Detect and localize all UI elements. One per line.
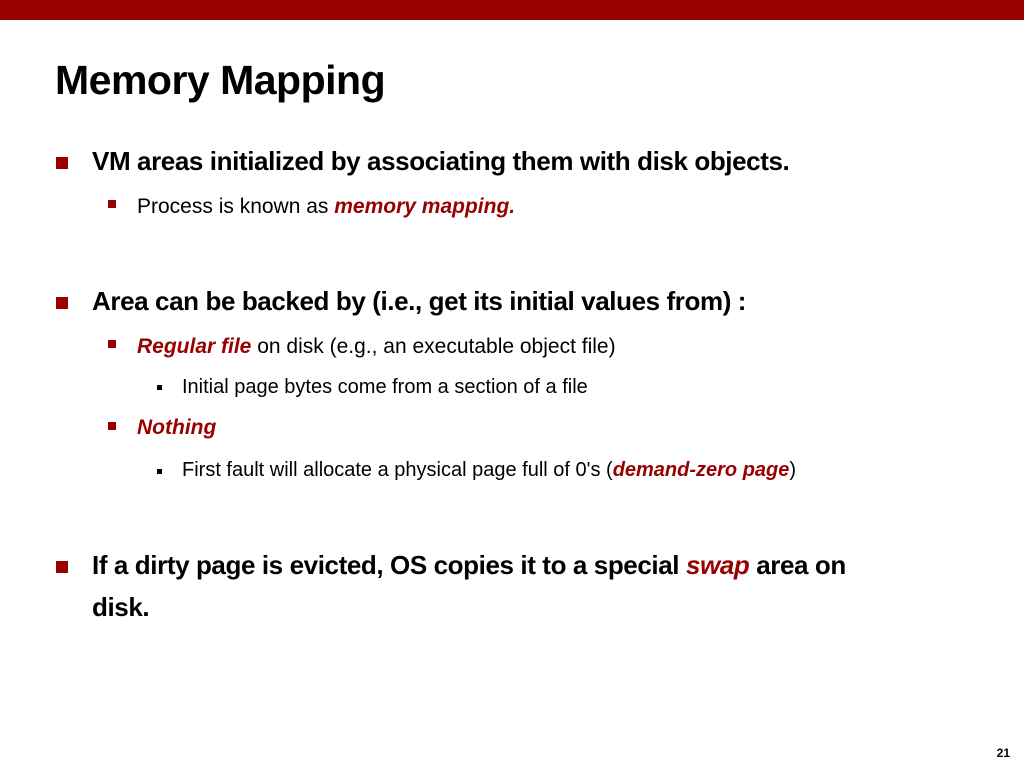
bullet-text: If a dirty page is evicted, OS copies it to a special bbox=[92, 550, 686, 580]
bullet-dirty-page-line2 bbox=[92, 592, 149, 623]
regular-file-emphasis: Regular file bbox=[137, 335, 252, 358]
slide-title: Memory Mapping bbox=[55, 57, 386, 103]
subsub-bullet-close-paren: ) bbox=[789, 459, 797, 481]
subsub-bullet-text: Initial page bytes come from a section of a file bbox=[182, 376, 588, 398]
bullet-vm-areas bbox=[92, 146, 789, 177]
bullet-dirty-page bbox=[92, 550, 846, 581]
sub-bullet-regular-file bbox=[137, 335, 616, 359]
bullet-text-wrap: disk. bbox=[92, 592, 150, 622]
level1-bullet-marker bbox=[56, 297, 68, 309]
level2-bullet-marker bbox=[108, 340, 116, 348]
level2-bullet-marker bbox=[108, 200, 116, 208]
top-accent-bar bbox=[0, 0, 1024, 20]
memory-mapping-emphasis: memory mapping bbox=[334, 195, 510, 218]
level3-bullet-marker bbox=[157, 385, 162, 390]
level3-bullet-marker bbox=[157, 469, 162, 474]
bullet-text: Area can be backed by (i.e., get its initial values from) : bbox=[92, 286, 747, 316]
level1-bullet-marker bbox=[56, 157, 68, 169]
page-number: 21 bbox=[996, 746, 1010, 760]
sub-bullet-period: . bbox=[509, 195, 516, 218]
bullet-text: VM areas initialized by associating them with disk objects. bbox=[92, 146, 790, 176]
bullet-area-backed bbox=[92, 286, 746, 317]
demand-zero-page-emphasis: demand-zero page bbox=[612, 459, 790, 481]
nothing-emphasis: Nothing bbox=[137, 416, 217, 439]
level1-bullet-marker bbox=[56, 561, 68, 573]
bullet-text-continued: area on bbox=[749, 550, 846, 580]
subsub-bullet-initial-bytes bbox=[182, 376, 588, 399]
sub-bullet-nothing bbox=[137, 416, 216, 440]
sub-bullet-text: on disk (e.g., an executable object file) bbox=[251, 335, 616, 358]
sub-bullet-memory-mapping bbox=[137, 195, 515, 219]
level2-bullet-marker bbox=[108, 422, 116, 430]
swap-emphasis: swap bbox=[685, 550, 750, 580]
subsub-bullet-text: First fault will allocate a physical page full of 0's ( bbox=[182, 459, 613, 481]
subsub-bullet-first-fault bbox=[182, 459, 796, 482]
sub-bullet-text: Process is known as bbox=[137, 195, 335, 218]
